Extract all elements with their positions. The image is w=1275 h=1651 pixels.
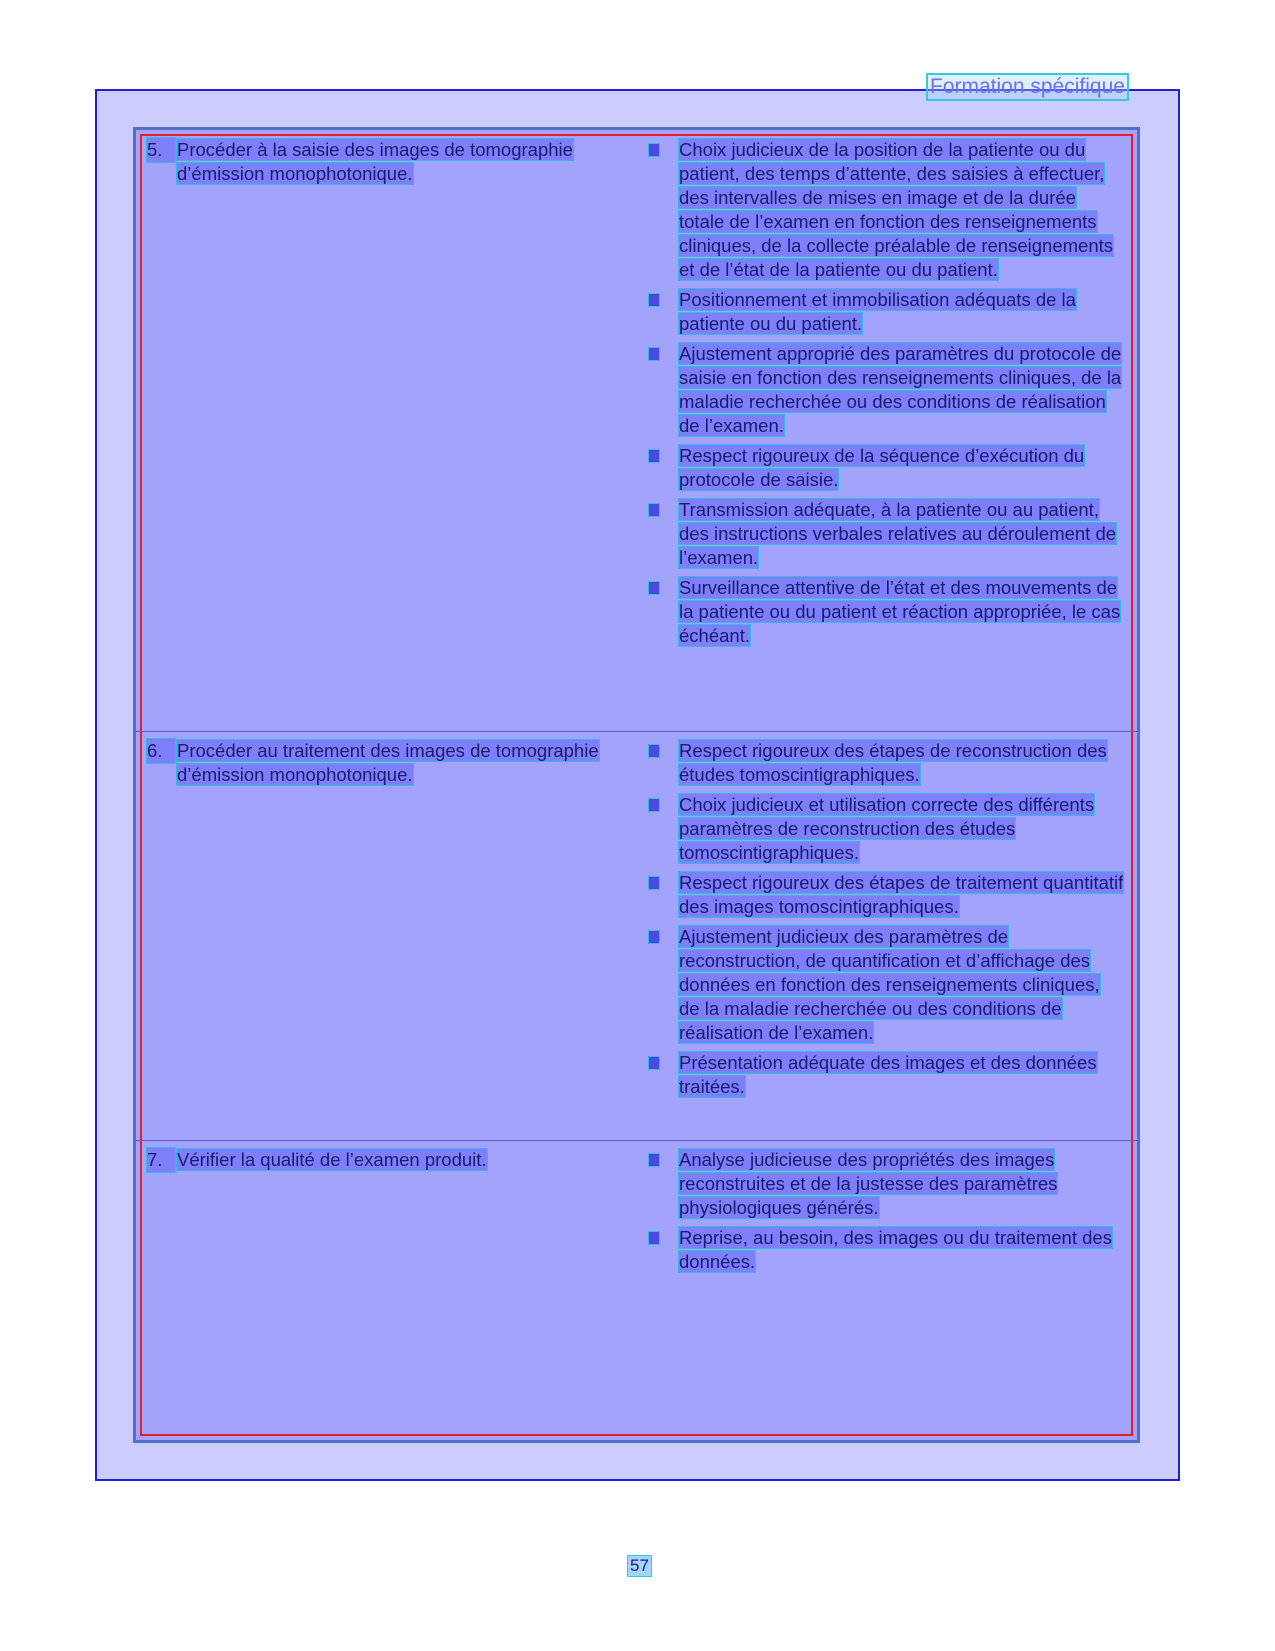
list-item: Analyse judicieuse des propriétés des images reconstruites et de la justesse des paramètres physiologiques générés.: [649, 1148, 1125, 1220]
performance-criteria-list: [649, 739, 1125, 1105]
bullet-icon: [649, 799, 659, 811]
list-item: Reprise, au besoin, des images ou du traitement des données.: [649, 1226, 1125, 1274]
bullet-icon: [649, 582, 659, 594]
list-item: Respect rigoureux de la séquence d’exécution du protocole de saisie.: [649, 444, 1125, 492]
bullet-icon: [649, 1154, 659, 1166]
row-divider: [136, 1140, 1137, 1141]
row-divider: [136, 731, 1137, 732]
list-item: Transmission adéquate, à la patiente ou au patient, des instructions verbales relatives au déroulement de l’examen.: [649, 498, 1125, 570]
bullet-icon: [649, 1232, 659, 1244]
list-item: Respect rigoureux des étapes de reconstruction des études tomoscintigraphiques.: [649, 739, 1125, 787]
bullet-icon: [649, 931, 659, 943]
element-text: Procéder au traitement des images de tomographie d’émission monophotonique.: [177, 740, 599, 785]
page-number: 57: [630, 1556, 649, 1575]
bullet-icon: [649, 348, 659, 360]
bullet-icon: [649, 450, 659, 462]
list-item: Choix judicieux et utilisation correcte des différents paramètres de reconstruction des études tomoscintigraphiques.: [649, 793, 1125, 865]
element-number: 7.: [147, 1148, 175, 1172]
list-item: Ajustement judicieux des paramètres de reconstruction, de quantification et d’affichage des données en fonction des renseignements cliniques, de la maladie recherchée ou des conditions de réalisation de l’examen.: [649, 925, 1125, 1045]
competency-table: [133, 127, 1140, 1443]
element-text: Procéder à la saisie des images de tomographie d’émission monophotonique.: [177, 139, 573, 184]
element-of-competency: [147, 138, 652, 186]
list-item: Ajustement approprié des paramètres du protocole de saisie en fonction des renseignements cliniques, de la maladie recherchée ou des conditions de réalisation de l’examen.: [649, 342, 1125, 438]
performance-criteria-list: [649, 138, 1125, 654]
bullet-icon: [649, 504, 659, 516]
bullet-icon: [649, 1057, 659, 1069]
element-of-competency: [147, 739, 652, 787]
list-item: Présentation adéquate des images et des données traitées.: [649, 1051, 1125, 1099]
bullet-icon: [649, 745, 659, 757]
bullet-icon: [649, 877, 659, 889]
element-text: Vérifier la qualité de l’examen produit.: [177, 1149, 487, 1170]
performance-criteria-list: [649, 1148, 1125, 1280]
element-of-competency: [147, 1148, 652, 1172]
bullet-icon: [649, 294, 659, 306]
element-number: 5.: [147, 138, 175, 162]
list-item: Choix judicieux de la position de la patiente ou du patient, des temps d’attente, des saisies à effectuer, des intervalles de mises en image et de la durée totale de l’examen en fonction des renseignements cliniques, de la collecte préalable de renseignements et de l’état de la patiente ou du patient.: [649, 138, 1125, 282]
bullet-icon: [649, 144, 659, 156]
element-number: 6.: [147, 739, 175, 763]
list-item: Positionnement et immobilisation adéquats de la patiente ou du patient.: [649, 288, 1125, 336]
running-header: Formation spécifique: [930, 75, 1125, 98]
list-item: Surveillance attentive de l’état et des mouvements de la patiente ou du patient et réaction appropriée, le cas échéant.: [649, 576, 1125, 648]
list-item: Respect rigoureux des étapes de traitement quantitatif des images tomoscintigraphiques.: [649, 871, 1125, 919]
